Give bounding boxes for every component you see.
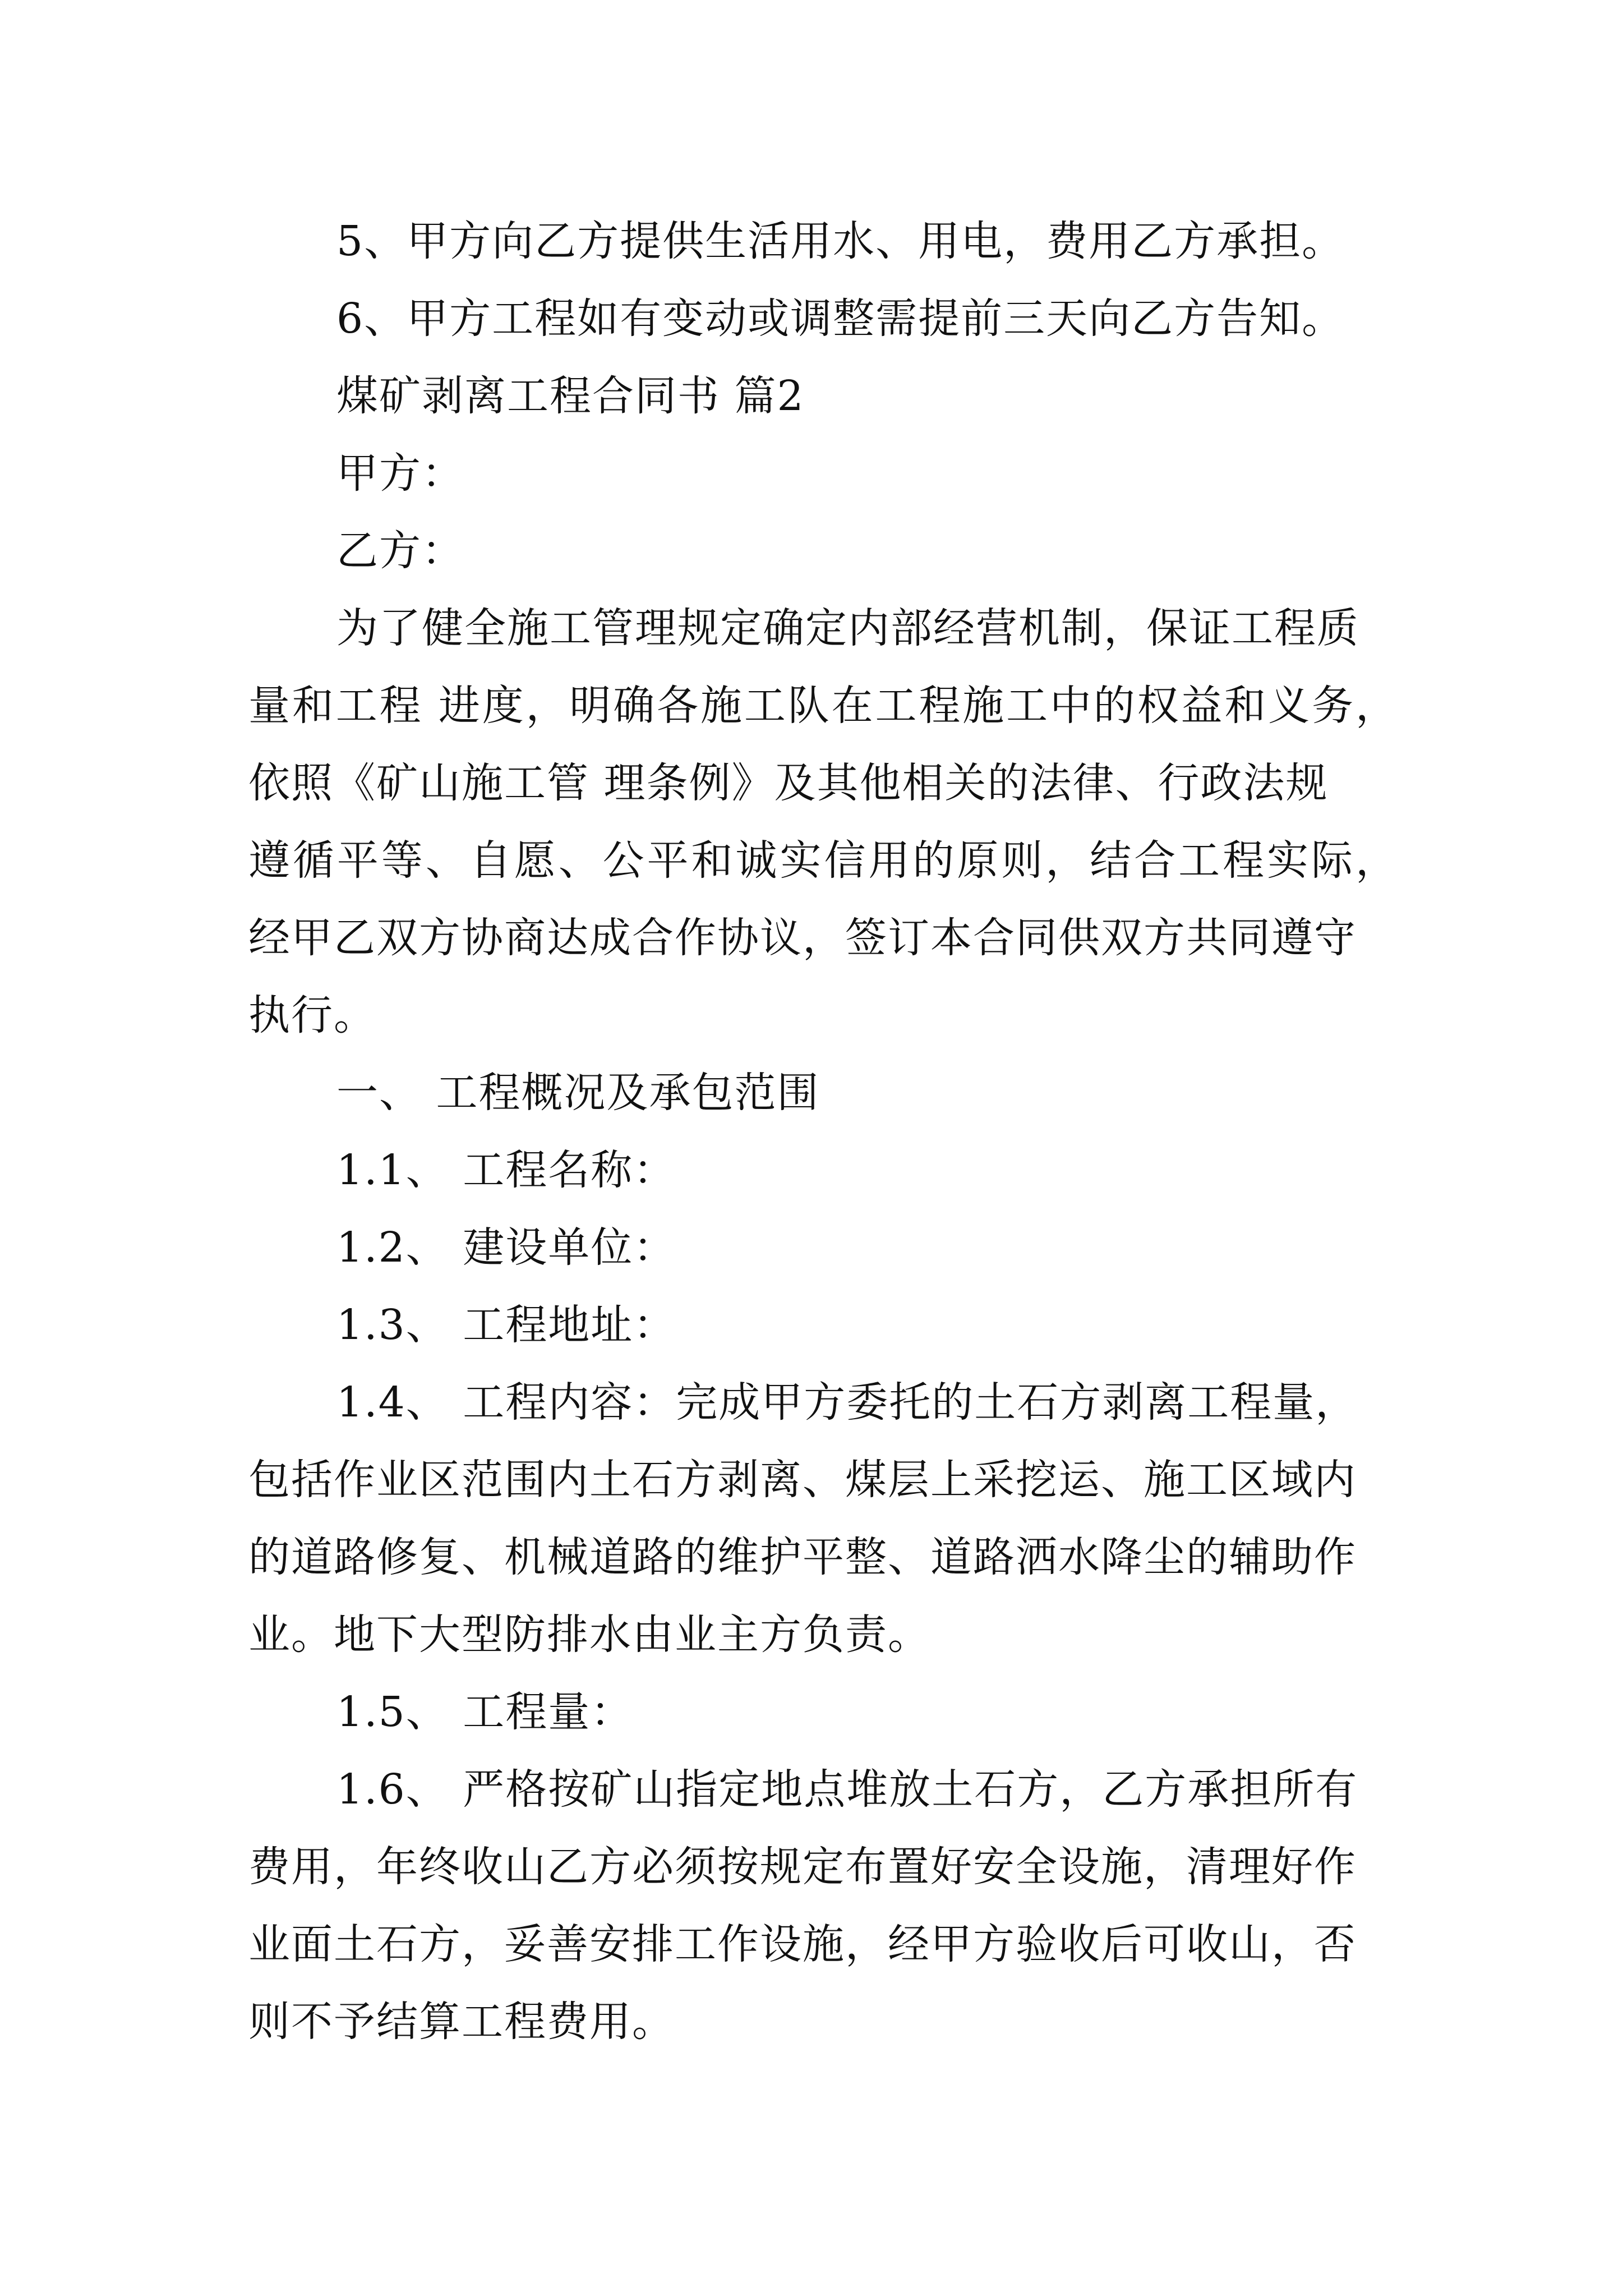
item-1-4-line-3: 的道路修复、机械道路的维护平整、道路洒水降尘的辅助作 <box>248 1533 1357 1581</box>
item-1-6-line-1: 1.6、 严格按矿山指定地点堆放土石方，乙方承担所有 <box>336 1765 1358 1814</box>
preamble-line-5: 经甲乙双方协商达成合作协议，签订本合同供双方共同遵守 <box>248 914 1357 962</box>
preamble-line-2: 量和工程 进度，明确各施工队在工程施工中的权益和义务， <box>248 682 1398 730</box>
item-1-6-line-4: 则不予结算工程费用。 <box>248 1998 675 2046</box>
party-a-label: 甲方： <box>336 449 464 498</box>
item-1-4-line-4: 业。地下大型防排水由业主方负责。 <box>248 1611 930 1659</box>
section-title: 煤矿剥离工程合同书 篇2 <box>336 372 805 420</box>
heading-1: 一、 工程概况及承包范围 <box>336 1069 820 1117</box>
item-1-3: 1.3、 工程地址： <box>336 1301 676 1349</box>
preamble-line-4: 遵循平等、自愿、公平和诚实信用的原则，结合工程实际， <box>248 836 1398 885</box>
party-b-label: 乙方： <box>336 527 464 575</box>
clause-6: 6、甲方工程如有变动或调整需提前三天向乙方告知。 <box>336 295 1345 343</box>
preamble-line-1: 为了健全施工管理规定确定内部经营机制，保证工程质 <box>336 604 1359 652</box>
item-1-6-line-2: 费用，年终收山乙方必须按规定布置好安全设施，清理好作 <box>248 1843 1357 1891</box>
preamble-line-6: 执行。 <box>248 991 376 1039</box>
item-1-4-line-1: 1.4、 工程内容：完成甲方委托的土石方剥离工程量， <box>336 1378 1358 1427</box>
item-1-5: 1.5、 工程量： <box>336 1688 634 1736</box>
item-1-4-line-2: 包括作业区范围内土石方剥离、煤层上采挖运、施工区域内 <box>248 1456 1357 1504</box>
item-1-6-line-3: 业面土石方，妥善安排工作设施，经甲方验收后可收山，否 <box>248 1920 1357 1968</box>
item-1-1: 1.1、 工程名称： <box>336 1146 676 1194</box>
preamble-line-3: 依照《矿山施工管 理条例》及其他相关的法律、行政法规 <box>248 759 1329 807</box>
clause-5: 5、甲方向乙方提供生活用水、用电，费用乙方承担。 <box>336 217 1345 265</box>
item-1-2: 1.2、 建设单位： <box>336 1223 676 1272</box>
